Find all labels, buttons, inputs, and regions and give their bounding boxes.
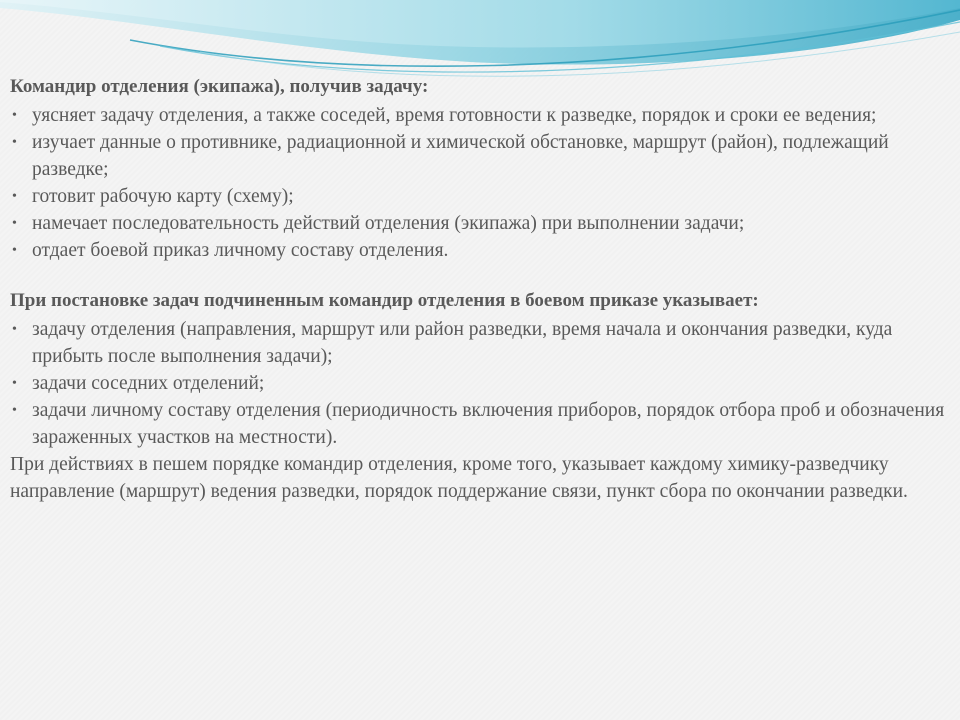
bullet-icon: • <box>12 108 17 123</box>
bullet-icon: • <box>12 243 17 258</box>
section-heading-combat-order: При постановке задач подчиненным командир отделения в боевом приказе указывает: <box>10 290 759 311</box>
list-item: • задачи соседних отделений; <box>10 370 950 397</box>
bullet-list-combat-order <box>10 316 950 451</box>
bullet-icon: • <box>12 189 17 204</box>
bullet-icon: • <box>12 376 17 391</box>
bullet-icon: • <box>12 322 17 337</box>
slide-content <box>10 74 950 505</box>
list-item: • отдает боевой приказ личному составу отделения. <box>10 237 950 264</box>
list-item: • готовит рабочую карту (схему); <box>10 183 950 210</box>
list-item: • задачи личному составу отделения (периодичность включения приборов, порядок отбора проб и обозначения зараженных участков на местности). <box>10 397 950 451</box>
list-item: • уясняет задачу отделения, а также соседей, время готовности к разведке, порядок и сроки ее ведения; <box>10 102 950 129</box>
list-item: • намечает последовательность действий отделения (экипажа) при выполнении задачи; <box>10 210 950 237</box>
list-item: • изучает данные о противнике, радиационной и химической обстановке, маршрут (район), подлежащий разведке; <box>10 129 950 183</box>
bullet-list-commander-tasks <box>10 102 950 264</box>
section-heading-commander: Командир отделения (экипажа), получив задачу: <box>10 76 429 97</box>
closing-paragraph: При действиях в пешем порядке командир отделения, кроме того, указывает каждому химику-разведчику направление (маршрут) ведения разведки, порядок поддержание связи, пункт сбора по окончании разведки. <box>10 454 908 502</box>
bullet-icon: • <box>12 135 17 150</box>
bullet-icon: • <box>12 403 17 418</box>
bullet-icon: • <box>12 216 17 231</box>
list-item: • задачу отделения (направления, маршрут или район разведки, время начала и окончания разведки, куда прибыть после выполнения задачи); <box>10 316 950 370</box>
